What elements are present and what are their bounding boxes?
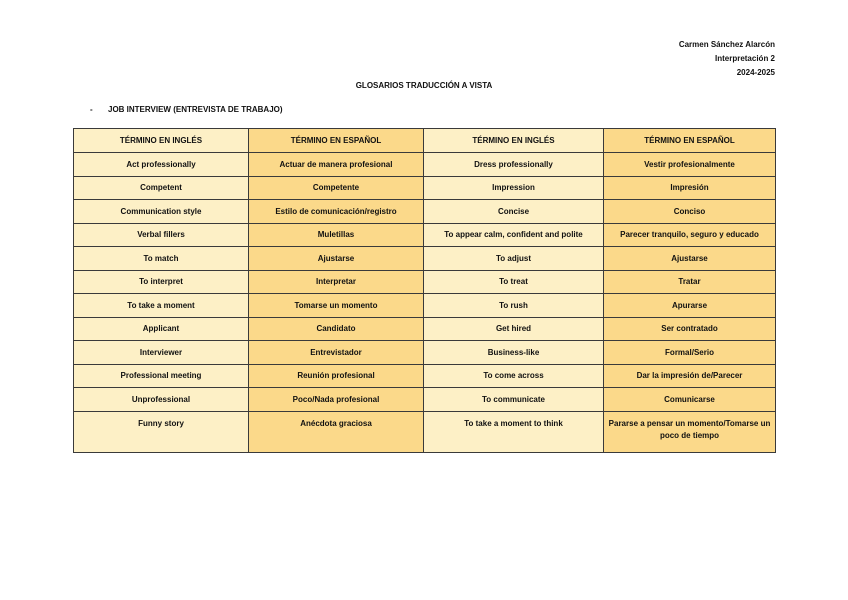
- table-row: [74, 176, 776, 200]
- cell-spanish: Actuar de manera profesional: [249, 153, 424, 177]
- table-header-row: [74, 129, 776, 153]
- header-spanish-2: TÉRMINO EN ESPAÑOL: [604, 129, 776, 153]
- cell-english: Interviewer: [74, 341, 249, 365]
- cell-english: Get hired: [424, 317, 604, 341]
- table-row: [74, 247, 776, 271]
- cell-spanish: Tratar: [604, 270, 776, 294]
- cell-english: To appear calm, confident and polite: [424, 223, 604, 247]
- cell-english: To take a moment to think: [424, 411, 604, 452]
- cell-spanish: Ser contratado: [604, 317, 776, 341]
- cell-english: To match: [74, 247, 249, 271]
- cell-english: To take a moment: [74, 294, 249, 318]
- cell-spanish: Candidato: [249, 317, 424, 341]
- header-english-2: TÉRMINO EN INGLÉS: [424, 129, 604, 153]
- cell-english: Unprofessional: [74, 388, 249, 412]
- table-row: [74, 364, 776, 388]
- cell-spanish: Poco/Nada profesional: [249, 388, 424, 412]
- cell-english: To come across: [424, 364, 604, 388]
- cell-spanish: Competente: [249, 176, 424, 200]
- table-row: [74, 200, 776, 224]
- cell-spanish: Reunión profesional: [249, 364, 424, 388]
- section-heading: [90, 105, 283, 114]
- course-name: Interpretación 2: [714, 54, 775, 63]
- cell-english: Applicant: [74, 317, 249, 341]
- glossary-table: [73, 128, 776, 453]
- document-header: [679, 38, 775, 80]
- table-row: [74, 294, 776, 318]
- cell-english: Competent: [74, 176, 249, 200]
- header-spanish-1: TÉRMINO EN ESPAÑOL: [249, 129, 424, 153]
- table-row: [74, 153, 776, 177]
- cell-spanish: Conciso: [604, 200, 776, 224]
- cell-spanish: Pararse a pensar un momento/Tomarse un poco de tiempo: [604, 411, 776, 452]
- table-row: [74, 270, 776, 294]
- cell-english: To communicate: [424, 388, 604, 412]
- cell-english: To interpret: [74, 270, 249, 294]
- table-row: [74, 317, 776, 341]
- cell-spanish: Apurarse: [604, 294, 776, 318]
- cell-english: Impression: [424, 176, 604, 200]
- cell-spanish: Anécdota graciosa: [249, 411, 424, 452]
- document-title: GLOSARIOS TRADUCCIÓN A VISTA: [355, 81, 493, 90]
- cell-spanish: Formal/Serio: [604, 341, 776, 365]
- cell-spanish: Parecer tranquilo, seguro y educado: [604, 223, 776, 247]
- author-name: Carmen Sánchez Alarcón: [678, 40, 775, 49]
- cell-spanish: Entrevistador: [249, 341, 424, 365]
- cell-english: To treat: [424, 270, 604, 294]
- cell-spanish: Dar la impresión de/Parecer: [604, 364, 776, 388]
- cell-spanish: Ajustarse: [604, 247, 776, 271]
- cell-english: Verbal fillers: [74, 223, 249, 247]
- cell-spanish: Tomarse un momento: [249, 294, 424, 318]
- cell-english: To adjust: [424, 247, 604, 271]
- cell-spanish: Vestir profesionalmente: [604, 153, 776, 177]
- table-row: [74, 411, 776, 452]
- bullet-dash: -: [90, 105, 93, 114]
- cell-spanish: Muletillas: [249, 223, 424, 247]
- cell-english: Business-like: [424, 341, 604, 365]
- cell-english: To rush: [424, 294, 604, 318]
- header-english-1: TÉRMINO EN INGLÉS: [74, 129, 249, 153]
- cell-spanish: Impresión: [604, 176, 776, 200]
- cell-spanish: Interpretar: [249, 270, 424, 294]
- cell-spanish: Comunicarse: [604, 388, 776, 412]
- cell-spanish: Ajustarse: [249, 247, 424, 271]
- table-row: [74, 223, 776, 247]
- cell-english: Concise: [424, 200, 604, 224]
- academic-year: 2024-2025: [736, 68, 775, 77]
- table-row: [74, 341, 776, 365]
- table-row: [74, 388, 776, 412]
- cell-english: Professional meeting: [74, 364, 249, 388]
- cell-english: Dress professionally: [424, 153, 604, 177]
- cell-english: Funny story: [74, 411, 249, 452]
- section-label: JOB INTERVIEW (ENTREVISTA DE TRABAJO): [108, 105, 283, 114]
- cell-english: Communication style: [74, 200, 249, 224]
- cell-spanish: Estilo de comunicación/registro: [249, 200, 424, 224]
- cell-english: Act professionally: [74, 153, 249, 177]
